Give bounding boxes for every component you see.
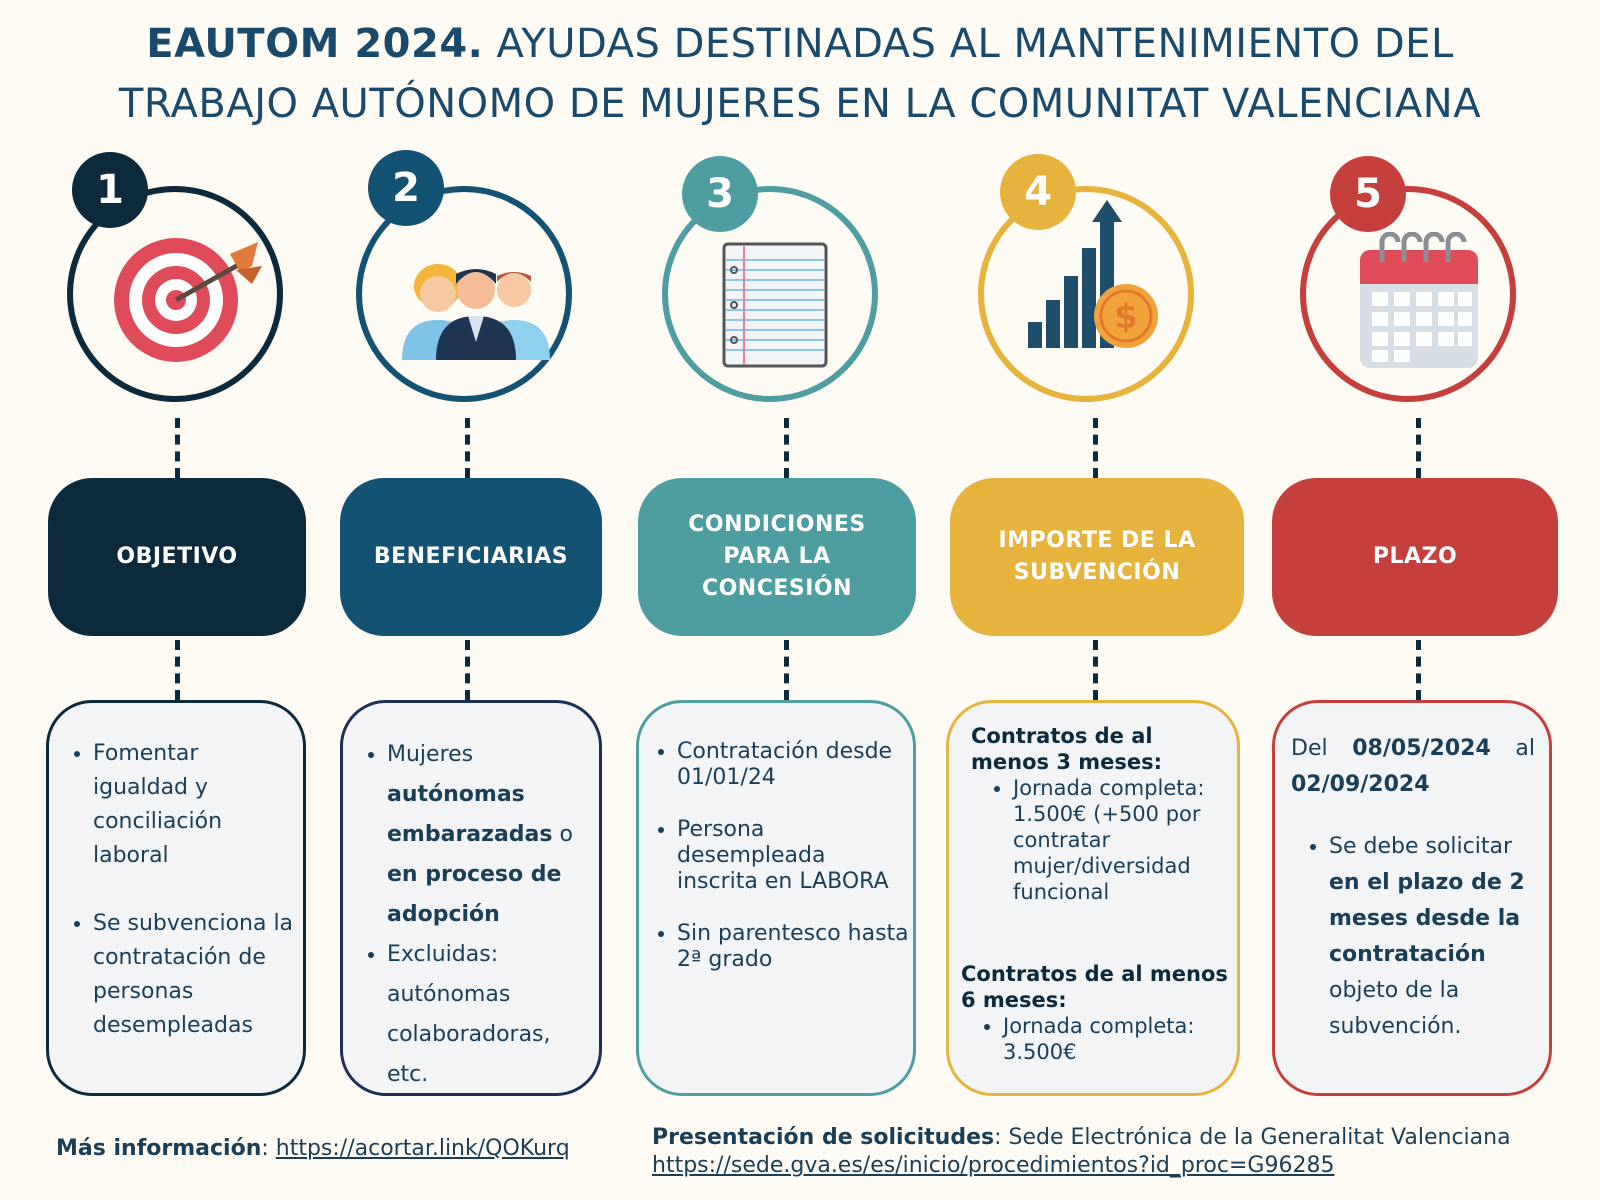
page-title [0, 14, 1600, 134]
list-item: • Jornada completa: 3.500€ [1003, 1013, 1231, 1065]
target-icon [112, 236, 262, 364]
step-4-number: 4 [1000, 154, 1076, 230]
svg-text:$: $ [1114, 297, 1138, 337]
connector-bottom [784, 640, 789, 700]
step-5-number: 5 [1330, 156, 1406, 232]
connector-top [465, 418, 470, 478]
more-info-label: Más información [56, 1136, 262, 1161]
title-line1: AYUDAS DESTINADAS AL MANTENIMIENTO DEL [483, 21, 1454, 67]
contract-6-heading: Contratos de al menos 6 meses: [961, 962, 1228, 1012]
step-1-number: 1 [72, 152, 148, 228]
step-3-label [638, 478, 916, 636]
label-line: CONDICIONES [688, 512, 866, 537]
list-item: • Mujeres autónomas embarazadas o en proceso de adopción [387, 735, 595, 935]
label-line: PARA LA [723, 544, 831, 569]
date-from: 08/05/2024 [1352, 736, 1491, 761]
list-item: • Contratación desde 01/01/24 [677, 739, 911, 791]
step-4-label [950, 478, 1244, 636]
connector-bottom [1416, 640, 1421, 700]
step-3-details [636, 700, 916, 1096]
more-info: Más información: https://acortar.link/QOKurq [56, 1136, 570, 1161]
list-item: • Persona desempleada inscrita en LABORA [677, 817, 911, 895]
step-1-label: OBJETIVO [48, 478, 306, 636]
list-item: • Jornada completa: 1.500€ (+500 por contratar mujer/diversidad funcional [1013, 775, 1231, 905]
calendar-icon [1358, 232, 1480, 370]
list-item: • Se subvenciona la contratación de personas desempleadas [93, 907, 299, 1043]
contract-3-heading: Contratos de al menos 3 meses: [971, 724, 1162, 774]
title-line2: TRABAJO AUTÓNOMO DE MUJERES EN LA COMUNITAT VALENCIANA [118, 81, 1482, 127]
step-2-number: 2 [368, 150, 444, 226]
title-bold: EAUTOM 2024. [146, 21, 484, 67]
connector-bottom [465, 640, 470, 700]
application-link[interactable]: https://sede.gva.es/es/inicio/procedimientos?id_proc=G96285 [652, 1153, 1335, 1178]
connector-top [1093, 418, 1098, 478]
step-4-details [946, 700, 1240, 1096]
connector-top [784, 418, 789, 478]
connector-bottom [1093, 640, 1098, 700]
label-line: CONCESIÓN [701, 576, 853, 601]
list-item: • Se debe solicitar en el plazo de 2 meses desde la contratación objeto de la subvención. [1329, 829, 1535, 1045]
connector-bottom [175, 640, 180, 700]
application-text: : Sede Electrónica de la Generalitat Valenciana [994, 1125, 1511, 1150]
list-item: • Fomentar igualdad y conciliación laboral [93, 737, 299, 873]
connector-top [175, 418, 180, 478]
step-2-details [340, 700, 602, 1096]
list-item: • Sin parentesco hasta 2ª grado [677, 921, 911, 973]
growth-chart-icon [1026, 200, 1160, 350]
people-icon [398, 264, 554, 360]
application-label: Presentación de solicitudes [652, 1125, 995, 1150]
notebook-icon [722, 242, 828, 368]
step-5-details [1272, 700, 1552, 1096]
date-al: al [1515, 736, 1535, 761]
connector-top [1416, 418, 1421, 478]
date-to: 02/09/2024 [1291, 772, 1430, 797]
step-2-label: BENEFICIARIAS [340, 478, 602, 636]
more-info-link[interactable]: https://acortar.link/QOKurq [275, 1136, 570, 1161]
date-range [1291, 731, 1535, 767]
date-del: Del [1291, 736, 1328, 761]
step-5-label: PLAZO [1272, 478, 1558, 636]
application-info [652, 1124, 1511, 1180]
list-item: • Excluidas: autónomas colaboradoras, etc. [387, 935, 595, 1095]
label-line: IMPORTE DE LA [998, 528, 1196, 553]
step-3-number: 3 [682, 156, 758, 232]
step-1-details [46, 700, 306, 1096]
label-line: SUBVENCIÓN [1013, 560, 1181, 585]
